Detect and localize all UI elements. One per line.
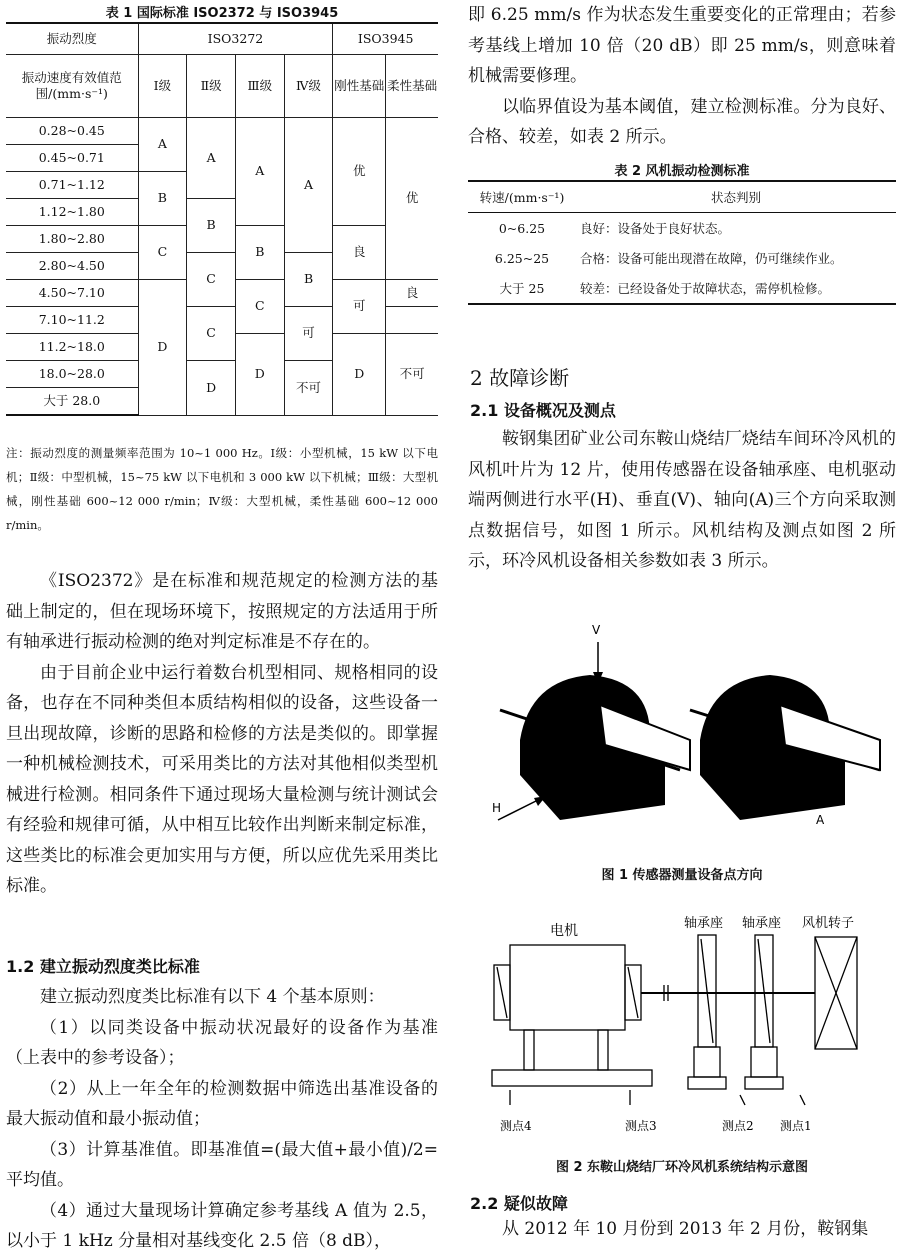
range-cell: 0.45~0.71 [6, 145, 138, 172]
rating-cell: 不可 [284, 361, 333, 416]
arrow-h [498, 798, 542, 820]
grade-cell: D [333, 334, 386, 416]
section-1-2-heading: 1.2 建立振动烈度类比标准 [6, 957, 200, 976]
grade-cell: A [284, 118, 333, 253]
th-rigid: 刚性基础 [333, 55, 386, 118]
rating-cell: 优 [386, 118, 438, 280]
range-cell: 4.50~7.10 [6, 280, 138, 307]
t2-range: 0~6.25 [498, 220, 546, 236]
range-cell: 1.12~1.80 [6, 199, 138, 226]
figure-1 [480, 620, 890, 860]
grade-cell: A [235, 118, 284, 226]
figure-2-caption: 图 2 东鞍山烧结厂环冷风机系统结构示意图 [555, 1160, 809, 1175]
label-point-2: 测点2 [722, 1119, 754, 1133]
paragraph: 即 6.25 mm/s 作为状态发生重要变化的正常理由；若参考基线上增加 10 倍（20 dB）即 25 mm/s，则意味着机械需要修理。 [468, 5, 896, 86]
figure-1-caption: 图 1 传感器测量设备点方向 [601, 868, 763, 883]
t2-status: 合格：设备可能出现潜在故障，仍可继续作业。 [580, 251, 843, 266]
paragraph: （3）计算基准值。即基准值=(最大值+最小值)/2=平均值。 [6, 1139, 438, 1190]
range-cell: 大于 28.0 [6, 388, 138, 416]
label-bearing-2: 轴承座 [742, 916, 782, 931]
grade-cell: D [235, 334, 284, 416]
grade-cell: B [187, 199, 236, 253]
range-cell: 11.2~18.0 [6, 334, 138, 361]
range-cell: 2.80~4.50 [6, 253, 138, 280]
left-body-2 [6, 982, 438, 1257]
label-motor: 电机 [550, 923, 578, 939]
paragraph: （1）以同类设备中振动状况最好的设备作为基准（上表中的参考设备）； [6, 1017, 438, 1068]
th-grade-3: Ⅲ级 [235, 55, 284, 118]
th-flex: 柔性基础 [386, 55, 438, 118]
th-iso3945: ISO3945 [333, 23, 438, 55]
range-cell: 1.80~2.80 [6, 226, 138, 253]
grade-cell: D [138, 280, 187, 416]
t2-range: 大于 25 [468, 273, 576, 304]
th-grade-1: Ⅰ级 [138, 55, 187, 118]
section-2-1-heading: 2.1 设备概况及测点 [470, 401, 616, 420]
rating-cell: 良 [333, 226, 386, 280]
figure-2 [480, 905, 890, 1140]
grade-cell: C [235, 280, 284, 334]
section-2-heading: 2 故障诊断 [470, 366, 570, 390]
paragraph: 以临界值设为基本阈值，建立检测标准。分为良好、合格、较差，如表 2 所示。 [468, 96, 896, 147]
rating-cell: 可 [333, 280, 386, 334]
grade-cell: D [187, 361, 236, 416]
right-body [468, 0, 896, 153]
rating-cell: 良 [386, 280, 438, 307]
table2-caption: 表 2 风机振动检测标准 [614, 164, 750, 179]
paragraph: （2）从上一年全年的检测数据中筛选出基准设备的最大振动值和最小振动值； [6, 1078, 438, 1129]
t2-range: 6.25~25 [494, 250, 550, 266]
rating-cell: 不可 [386, 334, 438, 416]
section-2-2-heading: 2.2 疑似故障 [470, 1194, 568, 1213]
rating-cell: 优 [333, 118, 386, 226]
label-point-1: 测点1 [780, 1119, 812, 1133]
t2-header-status: 状态判别 [576, 181, 896, 213]
label-point-4: 测点4 [500, 1119, 532, 1133]
motor-base [492, 1070, 652, 1086]
motor-body [510, 945, 625, 1030]
grade-cell: A [187, 118, 236, 199]
label-bearing-1: 轴承座 [684, 916, 724, 931]
grade-cell: B [235, 226, 284, 280]
label-point-3: 测点3 [625, 1119, 657, 1133]
table2 [468, 180, 896, 305]
table1-note: 注：振动烈度的测量频率范围为 10~1 000 Hz。Ⅰ级：小型机械，15 kW 以下电机；Ⅱ级：中型机械，15~75 kW 以下电机和 3 000 kW 以下机械；Ⅲ级：大型机械，刚性基础 600~12 000 r/min；Ⅳ级：大型机械，柔性基础 600~12 000 r/min。 [6, 446, 438, 532]
grade-cell: C [138, 226, 187, 280]
range-cell: 0.71~1.12 [6, 172, 138, 199]
grade-cell: C [187, 307, 236, 361]
bearing-seat-left [500, 675, 690, 820]
table1 [6, 22, 438, 416]
th-grade-2: Ⅱ级 [187, 55, 236, 118]
right-body-2 [468, 424, 896, 577]
table1-caption: 表 1 国际标准 ISO2372 与 ISO3945 [105, 6, 339, 21]
range-cell: 18.0~28.0 [6, 361, 138, 388]
label-fan-rotor: 风机转子 [802, 916, 855, 931]
label-h: H [492, 801, 502, 815]
grade-cell: B [138, 172, 187, 226]
th-grade-4: Ⅳ级 [284, 55, 333, 118]
grade-cell: A [138, 118, 187, 172]
t2-header-speed: 转速/(mm·s⁻¹) [468, 181, 576, 213]
right-body-3 [468, 1214, 896, 1245]
range-cell: 0.28~0.45 [6, 118, 138, 145]
left-body [6, 566, 438, 902]
paragraph: 由于目前企业中运行着数台机型相同、规格相同的设备，也存在不同种类但本质结构相似的设备，这些设备一旦出现故障，诊断的思路和检修的方法是类似的。即掌握一种机械检测技术，可采用类比的方法对其他相似类型机械进行检测。相同条件下通过现场大量检测与统计测试会有经验和规律可循，从中相互比较作出判断来制定标准，这些类比的标准会更加实用与方便，所以应优先采用类比标准。 [6, 662, 438, 896]
grade-cell: B [284, 253, 333, 307]
range-cell: 7.10~11.2 [6, 307, 138, 334]
t2-status: 较差：已经设备处于故障状态，需停机检修。 [576, 273, 896, 304]
label-v: V [592, 623, 601, 637]
th-intensity: 振动烈度 [6, 23, 138, 55]
grade-cell: C [187, 253, 236, 307]
th-iso3272: ISO3272 [138, 23, 333, 55]
rating-cell: 可 [284, 307, 333, 361]
paragraph: 建立振动烈度类比标准有以下 4 个基本原则： [40, 987, 385, 1007]
th-range: 振动速度有效值范围/(mm·s⁻¹) [6, 55, 138, 118]
bearing-seat-right [690, 675, 880, 820]
t2-status: 良好：设备处于良好状态。 [580, 221, 731, 236]
paragraph: 从 2012 年 10 月份到 2013 年 2 月份，鞍钢集 [502, 1219, 869, 1239]
paragraph: 《ISO2372》是在标准和规范规定的检测方法的基础上制定的，但在现场环境下，按照规定的方法适用于所有轴承进行振动检测的绝对判定标准是不存在的。 [6, 571, 438, 652]
paragraph: （4）通过大量现场计算确定参考基线 A 值为 2.5，以小于 1 kHz 分量相对基线变化 2.5 倍（8 dB）， [6, 1200, 438, 1251]
paragraph: 鞍钢集团矿业公司东鞍山烧结厂烧结车间环冷风机的风机叶片为 12 片，使用传感器在设备轴承座、电机驱动端两侧进行水平(H)、垂直(V)、轴向(A)三个方向采取测点数据信号，如图 1 所示。风机结构及测点如图 2 所示，环冷风机设备相关参数如表 3 所示。 [468, 429, 896, 571]
label-a: A [816, 813, 825, 827]
